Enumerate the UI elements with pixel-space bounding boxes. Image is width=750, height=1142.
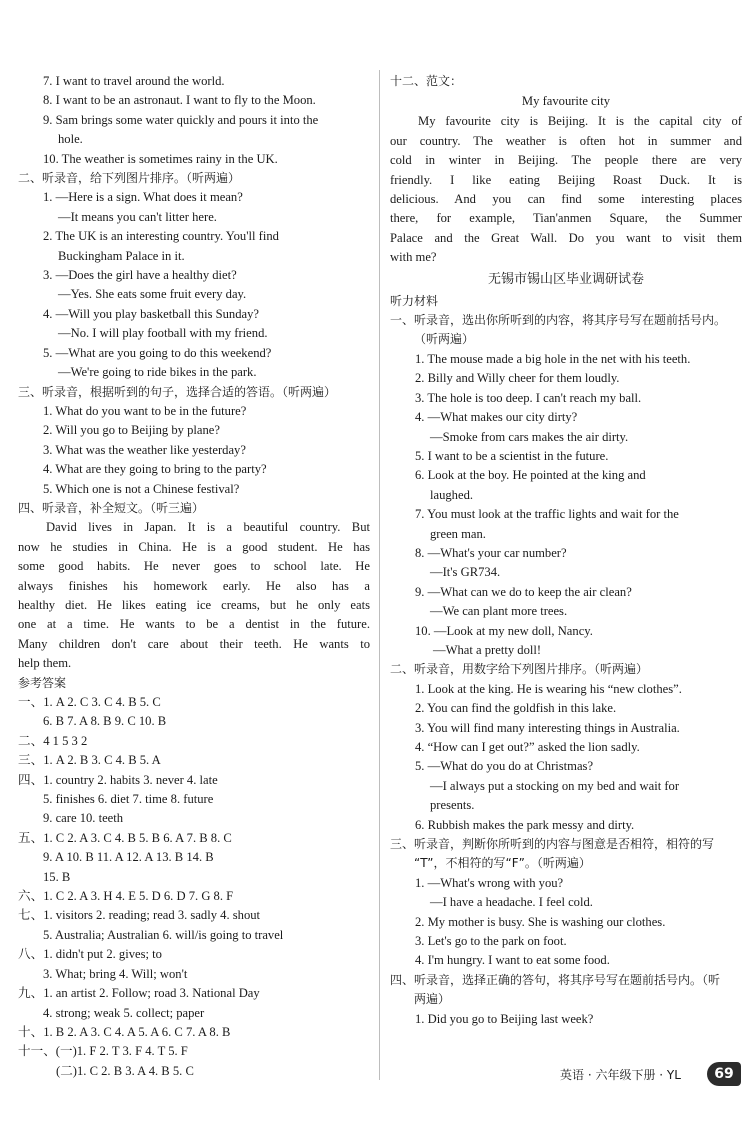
text-line: 5. —What do you do at Christmas? [415, 759, 594, 774]
section-heading: 十二、范文： [390, 74, 463, 88]
text-line: —No. I will play football with my friend. [58, 326, 268, 341]
text-line: —It means you can't litter here. [58, 209, 217, 224]
text-line: —It's GR734. [430, 565, 501, 580]
answer-line: 三、1. A 2. B 3. C 4. B 5. A [18, 753, 161, 768]
answer-line: 5. Australia; Australian 6. will/is going to travel [43, 927, 284, 942]
section-heading: 三、听录音，根据听到的句子，选择合适的答语。（听两遍） [18, 384, 337, 399]
passage-line: some good habits. He never goes to school late. He [18, 559, 370, 574]
text-line: 2. The UK is an interesting country. You'll find [43, 229, 279, 244]
text-line: 9. Sam brings some water quickly and pours it into the [43, 112, 319, 127]
text-line: 3. Let's go to the park on foot. [415, 934, 567, 949]
answer-line: 15. B [43, 869, 71, 884]
text-line: 8. I want to be an astronaut. I want to fly to the Moon. [43, 93, 316, 108]
text-line: laughed. [430, 487, 474, 502]
text-line: 4. —What makes our city dirty? [415, 410, 578, 425]
section-heading: 一、听录音，选出你所听到的内容，将其序号写在题前括号内。 [390, 313, 727, 328]
passage-line: David lives in Japan. It is a beautiful country. But [46, 520, 370, 535]
passage-line: help them. [18, 656, 72, 671]
essay-line: friendly. I like eating Beijing Roast Duck. It is [390, 172, 742, 187]
text-line: 3. You will find many interesting things in Australia. [415, 720, 680, 735]
text-line: —We can plant more trees. [430, 604, 568, 619]
section-heading: 二、听录音，用数字给下列图片排序。（听两遍） [390, 662, 649, 677]
answer-line: 六、1. C 2. A 3. H 4. E 5. D 6. D 7. G 8. F [18, 889, 234, 904]
passage-line: one at a time. He wants to be a dentist in the future. [18, 617, 370, 632]
answer-line: (二)1. C 2. B 3. A 4. B 5. C [56, 1063, 194, 1078]
text-line: 8. —What's your car number? [415, 545, 567, 560]
essay-line: delicious. And you can find some interesting places [390, 192, 742, 207]
text-line: presents. [430, 798, 475, 813]
essay-line: Palace and the Great Wall. Do you want to visit them [390, 230, 742, 245]
text-line: hole. [58, 132, 83, 147]
section-heading-cont: “T”，不相符的写“F”。（听两遍） [414, 856, 591, 871]
text-line: 1. —What's wrong with you? [415, 875, 564, 890]
answer-line: 一、1. A 2. C 3. C 4. B 5. C [18, 695, 161, 709]
text-line: 10. The weather is sometimes rainy in the UK. [43, 151, 278, 166]
right-column [390, 72, 742, 1029]
text-line: 2. Will you go to Beijing by plane? [43, 423, 220, 438]
passage-line: now he studies in China. He is a good student. He has [18, 539, 370, 554]
answer-line: 4. strong; weak 5. collect; paper [43, 1005, 205, 1020]
essay-line: there, for example, Tian'anmen Square, the Summer [390, 211, 742, 226]
essay-line: My favourite city is Beijing. It is the capital city of [418, 114, 742, 129]
listening-heading: 听力材料 [390, 293, 439, 308]
answer-line: 四、1. country 2. habits 3. never 4. late [18, 772, 218, 787]
text-line: 1. Did you go to Beijing last week? [415, 1011, 594, 1026]
text-line: 2. You can find the goldfish in this lake. [415, 701, 617, 716]
section-heading-cont: 两遍） [414, 992, 451, 1007]
answer-line: 9. care 10. teeth [43, 811, 124, 826]
text-line: 1. The mouse made a big hole in the net with his teeth. [415, 351, 691, 366]
text-line: —What a pretty doll! [433, 642, 542, 657]
text-line: 1. What do you want to be in the future? [43, 403, 247, 418]
footer-label: 英语 · 六年级下册 · YL [560, 1068, 681, 1082]
text-line: 2. My mother is busy. She is washing our clothes. [415, 914, 666, 929]
text-line: 5. I want to be a scientist in the future. [415, 448, 609, 463]
section-heading: 四、听录音，选择正确的答句，将其序号写在题前括号内。（听 [390, 972, 721, 987]
section-heading: 四、听录音，补全短文。（听三遍） [18, 500, 205, 515]
passage-line: always finishes his homework early. He also has a [18, 578, 370, 593]
text-line: 7. I want to travel around the world. [43, 74, 225, 88]
text-line: green man. [430, 526, 486, 541]
text-line: —Yes. She eats some fruit every day. [58, 287, 247, 302]
text-line: 4. “How can I get out?” asked the lion sadly. [415, 740, 640, 754]
left-column [18, 72, 370, 1081]
text-line: Buckingham Palace in it. [58, 248, 185, 263]
exam-title: 无锡市锡山区毕业调研试卷 [487, 271, 644, 287]
essay-line: our country. The weather is often hot in summer and [390, 133, 742, 148]
text-line: 2. Billy and Willy cheer for them loudly. [415, 371, 620, 386]
text-line: 5. —What are you going to do this weekend? [43, 345, 272, 360]
answer-line: 6. B 7. A 8. B 9. C 10. B [43, 714, 167, 729]
answer-line: 5. finishes 6. diet 7. time 8. future [43, 792, 214, 807]
text-line: —I always put a stocking on my bed and wait for [430, 778, 680, 793]
passage-line: Many children don't care about their teeth. He wants to [18, 636, 370, 651]
answer-line: 九、1. an artist 2. Follow; road 3. National Day [18, 986, 260, 1001]
text-line: 3. What was the weather like yesterday? [43, 442, 246, 457]
answer-line: 9. A 10. B 11. A 12. A 13. B 14. B [43, 850, 214, 865]
answer-line: 八、1. didn't put 2. gives; to [18, 947, 162, 962]
text-line: —I have a headache. I feel cold. [430, 895, 593, 910]
text-line: 1. Look at the king. He is wearing his “new clothes”. [415, 681, 682, 696]
essay-title: My favourite city [521, 94, 611, 109]
text-line: 3. The hole is too deep. I can't reach my ball. [415, 390, 642, 405]
answer-line: 二、4 1 5 3 2 [18, 733, 88, 748]
text-line: 10. —Look at my new doll, Nancy. [415, 623, 593, 638]
text-line: 3. —Does the girl have a healthy diet? [43, 268, 237, 283]
text-line: —We're going to ride bikes in the park. [58, 365, 257, 380]
answer-line: 五、1. C 2. A 3. C 4. B 5. B 6. A 7. B 8. C [18, 830, 232, 845]
text-line: 6. Look at the boy. He pointed at the king and [415, 468, 646, 483]
section-heading: 二、听录音，给下列图片排序。（听两遍） [18, 171, 241, 186]
text-line: 4. —Will you play basketball this Sunday? [43, 306, 260, 321]
answer-line: 十一、(一)1. F 2. T 3. F 4. T 5. F [18, 1044, 188, 1059]
answer-line: 3. What; bring 4. Will; won't [43, 966, 188, 981]
essay-line: cold in winter in Beijing. The people there are very [390, 153, 742, 168]
column-divider [379, 70, 380, 1080]
section-heading: 三、听录音，判断你所听到的内容与图意是否相符，相符的写 [390, 837, 715, 852]
text-line: 7. You must look at the traffic lights and wait for the [415, 507, 679, 522]
text-line: 4. I'm hungry. I want to eat some food. [415, 953, 610, 968]
text-line: 1. —Here is a sign. What does it mean? [43, 190, 243, 205]
answer-line: 七、1. visitors 2. reading; read 3. sadly 4. shout [18, 908, 261, 923]
text-line: 9. —What can we do to keep the air clean? [415, 584, 632, 599]
text-line: 5. Which one is not a Chinese festival? [43, 481, 240, 496]
essay-line: with me? [390, 250, 437, 265]
answer-line: 十、1. B 2. A 3. C 4. A 5. A 6. C 7. A 8. B [18, 1024, 231, 1039]
answer-key-heading: 参考答案 [18, 675, 67, 690]
text-line: —Smoke from cars makes the air dirty. [430, 429, 629, 444]
page-number: 69 [707, 1062, 741, 1086]
text-line: 4. What are they going to bring to the party? [43, 462, 267, 477]
passage-line: healthy diet. He likes eating ice creams, but he only eats [18, 597, 370, 612]
section-heading-cont: （听两遍） [414, 332, 475, 347]
text-line: 6. Rubbish makes the park messy and dirty. [415, 817, 635, 832]
